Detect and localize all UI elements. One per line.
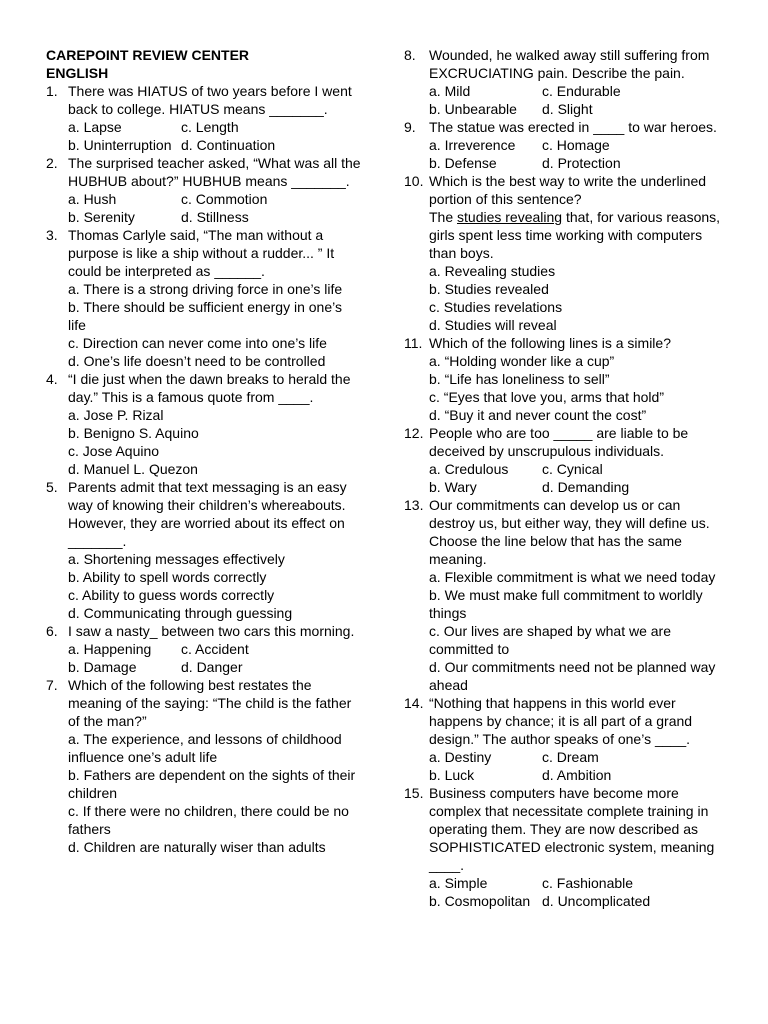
question-number: 1. [46,83,58,99]
option-c: c. “Eyes that love you, arms that hold” [429,389,664,405]
option-d: d. Demanding [542,479,630,495]
question-stem: The surprised teacher asked, “What was all the HUBHUB about?” HUBHUB means _______. [68,155,361,189]
question-2 [46,154,362,226]
option-a: a. Simple [429,875,488,891]
sentence-start: The [429,209,458,225]
question-12 [404,424,722,496]
option-b: b. We must make full commitment to worldly things [429,587,703,621]
option-c: c. Commotion [181,191,268,207]
question-stem: Business computers have become more complex that necessitate complete training in operating them. They are now described as SOPHISTICATED electronic system, meaning ____. [429,785,715,873]
option-a: a. There is a strong driving force in one’s life [68,281,343,297]
question-stem: Wounded, he walked away still suffering from EXCRUCIATING pain. Describe the pain. [429,47,710,81]
question-stem: Parents admit that text messaging is an easy way of knowing their children’s whereabouts. However, they are worried about its effect on _______. [68,479,347,549]
option-b: b. Wary [429,479,477,495]
option-a: a. Mild [429,83,471,99]
question-number: 3. [46,227,58,243]
question-number: 10. [404,173,424,189]
option-b: b. Ability to spell words correctly [68,569,267,585]
question-14 [404,694,722,784]
option-b: b. Defense [429,155,497,171]
question-stem: Which of the following lines is a simile? [429,335,671,351]
question-number: 6. [46,623,58,639]
question-15 [404,784,722,910]
question-number: 12. [404,425,424,441]
option-d: d. Continuation [181,137,276,153]
option-c: c. Jose Aquino [68,443,160,459]
question-10 [404,172,722,334]
option-d: d. Danger [181,659,243,675]
question-7 [46,676,362,856]
option-d: d. Uncomplicated [542,893,651,909]
option-a: a. Destiny [429,749,492,765]
option-a: a. Flexible commitment is what we need today [429,569,716,585]
option-c: c. Direction can never come into one’s life [68,335,327,351]
option-b: b. Fathers are dependent on the sights of their children [68,767,356,801]
question-number: 15. [404,785,424,801]
option-b: b. “Life has loneliness to sell” [429,371,610,387]
option-c: c. Fashionable [542,875,634,891]
question-stem: “I die just when the dawn breaks to herald the day.” This is a famous quote from ____. [68,371,351,405]
question-stem: Which of the following best restates the meaning of the saying: “The child is the father of the man?” [68,677,352,729]
question-number: 4. [46,371,58,387]
question-number: 13. [404,497,424,513]
option-b: b. Unbearable [429,101,517,117]
option-a: a. Hush [68,191,117,207]
left-column [46,46,362,856]
question-stem: Our commitments can develop us or can destroy us, but either way, they will define us. Choose the line below that has the same meaning. [429,497,710,567]
question-8 [404,46,722,118]
option-c: c. Accident [181,641,249,657]
question-stem: People who are too _____ are liable to be deceived by unscrupulous individuals. [429,425,689,459]
option-c: c. Studies revelations [429,299,563,315]
option-a: a. Irreverence [429,137,516,153]
option-a: a. Jose P. Rizal [68,407,164,423]
question-13 [404,496,722,694]
option-a-continued: influence one’s adult life [68,749,218,765]
option-b: b. Benigno S. Aquino [68,425,199,441]
question-stem: I saw a nasty_ between two cars this morning. [68,623,355,639]
question-stem: The statue was erected in ____ to war heroes. [429,119,717,135]
option-c: c. Cynical [542,461,603,477]
option-c: c. Dream [542,749,599,765]
option-a: a. Lapse [68,119,122,135]
option-a: a. “Holding wonder like a cup” [429,353,615,369]
question-number: 2. [46,155,58,171]
question-5 [46,478,362,622]
question-stem: There was HIATUS of two years before I went back to college. HIATUS means _______. [68,83,352,117]
option-b: b. Cosmopolitan [429,893,531,909]
question-sentence [429,208,722,262]
question-3 [46,226,362,370]
question-9 [404,118,722,172]
option-b: b. Damage [68,659,137,675]
option-d: d. Slight [542,101,593,117]
option-d: d. Manuel L. Quezon [68,461,198,477]
question-stem: Which is the best way to write the underlined portion of this sentence? [429,173,707,207]
option-c: c. Endurable [542,83,621,99]
option-c: c. Homage [542,137,610,153]
option-b: b. Studies revealed [429,281,549,297]
option-d: d. Our commitments need not be planned way ahead [429,659,716,693]
option-d: d. Ambition [542,767,612,783]
question-4 [46,370,362,478]
option-a: a. Credulous [429,461,509,477]
question-1 [46,82,362,154]
question-number: 7. [46,677,58,693]
sentence-end: that, for various reasons, girls spent less time working with computers than boys. [429,209,721,261]
option-c: c. Our lives are shaped by what we are committed to [429,623,672,657]
option-d: d. Stillness [181,209,249,225]
option-d: d. Studies will reveal [429,317,557,333]
option-d: d. Children are naturally wiser than adults [68,839,326,855]
question-number: 8. [404,47,416,63]
option-b: b. Serenity [68,209,135,225]
option-b: b. Luck [429,767,475,783]
option-d: d. One’s life doesn’t need to be controlled [68,353,326,369]
question-number: 9. [404,119,416,135]
question-stem: “Nothing that happens in this world ever happens by chance; it is all part of a grand design.” The author speaks of one’s ____. [429,695,693,747]
option-d: d. “Buy it and never count the cost” [429,407,647,423]
option-c: c. Ability to guess words correctly [68,587,275,603]
question-6 [46,622,362,676]
subject-heading: ENGLISH [46,65,109,81]
option-a: a. Happening [68,641,152,657]
question-number: 11. [404,335,423,351]
option-c: c. If there were no children, there could be no fathers [68,803,349,837]
option-c: c. Length [181,119,239,135]
question-11 [404,334,722,424]
question-number: 5. [46,479,58,495]
question-number: 14. [404,695,424,711]
question-stem: Thomas Carlyle said, “The man without a purpose is like a ship without a rudder... ” It could be interpreted as ______. [68,227,335,279]
document-title: CAREPOINT REVIEW CENTER [46,47,250,63]
option-b: b. Uninterruption [68,137,172,153]
option-a: a. The experience, and lessons of childhood [68,731,342,747]
option-d: d. Protection [542,155,621,171]
right-column [404,46,722,910]
option-b: b. There should be sufficient energy in one’s life [68,299,342,333]
underlined-portion: studies revealing [457,209,563,225]
option-a: a. Shortening messages effectively [68,551,285,567]
option-a: a. Revealing studies [429,263,556,279]
option-d: d. Communicating through guessing [68,605,293,621]
